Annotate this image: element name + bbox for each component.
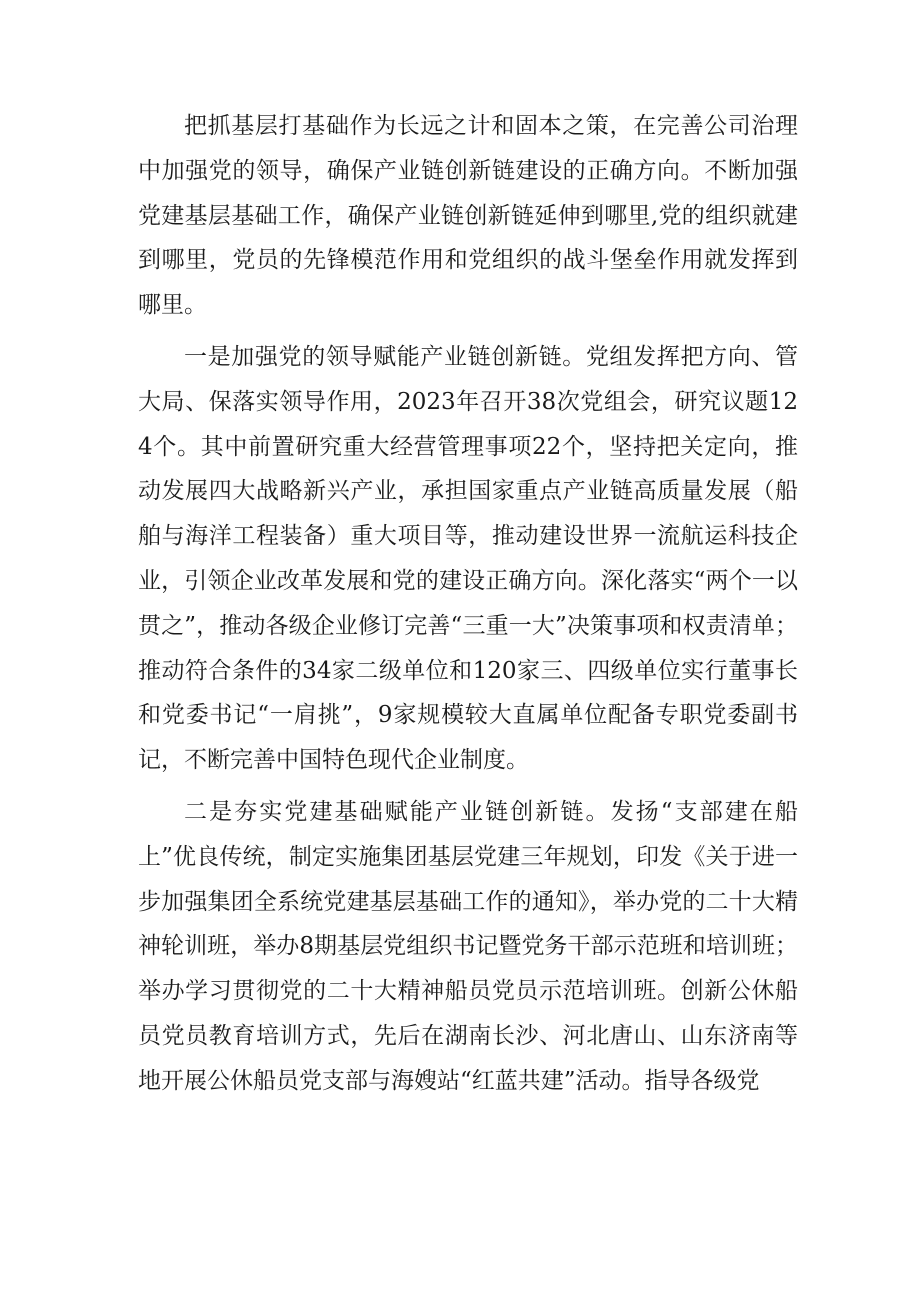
paragraph-intro: 把抓基层打基础作为长远之计和固本之策，在完善公司治理中加强党的领导，确保产业链创新链建设的正确方向。不断加强党建基层基础工作，确保产业链创新链延伸到哪里,党的组织就建到哪里，党员的先锋模范作用和党组织的战斗堡垒作用就发挥到哪里。 [138, 113, 798, 319]
paragraph-party-foundation: 二是夯实党建基础赋能产业链创新链。发扬“支部建在船上”优良传统，制定实施集团基层党建三年规划，印发《关于进一步加强集团全系统党建基层基础工作的通知》，举办党的二十大精神轮训班，举办8期基层党组织书记暨党务干部示范班和培训班；举办学习贯彻党的二十大精神船员党员示范培训班。创新公休船员党员教育培训方式，先后在湖南长沙、河北唐山、山东济南等地开展公休船员党支部与海嫂站“红蓝共建”活动。指导各级党 [138, 798, 798, 1094]
paragraph-party-leadership: 一是加强党的领导赋能产业链创新链。党组发挥把方向、管大局、保落实领导作用，2023年召开38次党组会，研究议题124个。其中前置研究重大经营管理事项22个，坚持把关定向，推动发展四大战略新兴产业，承担国家重点产业链高质量发展（船舶与海洋工程装备）重大项目等，推动建设世界一流航运科技企业，引领企业改革发展和党的建设正确方向。深化落实“两个一以贯之”，推动各级企业修订完善“三重一大”决策事项和权责清单；推动符合条件的34家二级单位和120家三、四级单位实行董事长和党委书记“一肩挑”，9家规模较大直属单位配备专职党委副书记，不断完善中国特色现代企业制度。 [138, 343, 798, 774]
document-body [138, 104, 798, 1111]
